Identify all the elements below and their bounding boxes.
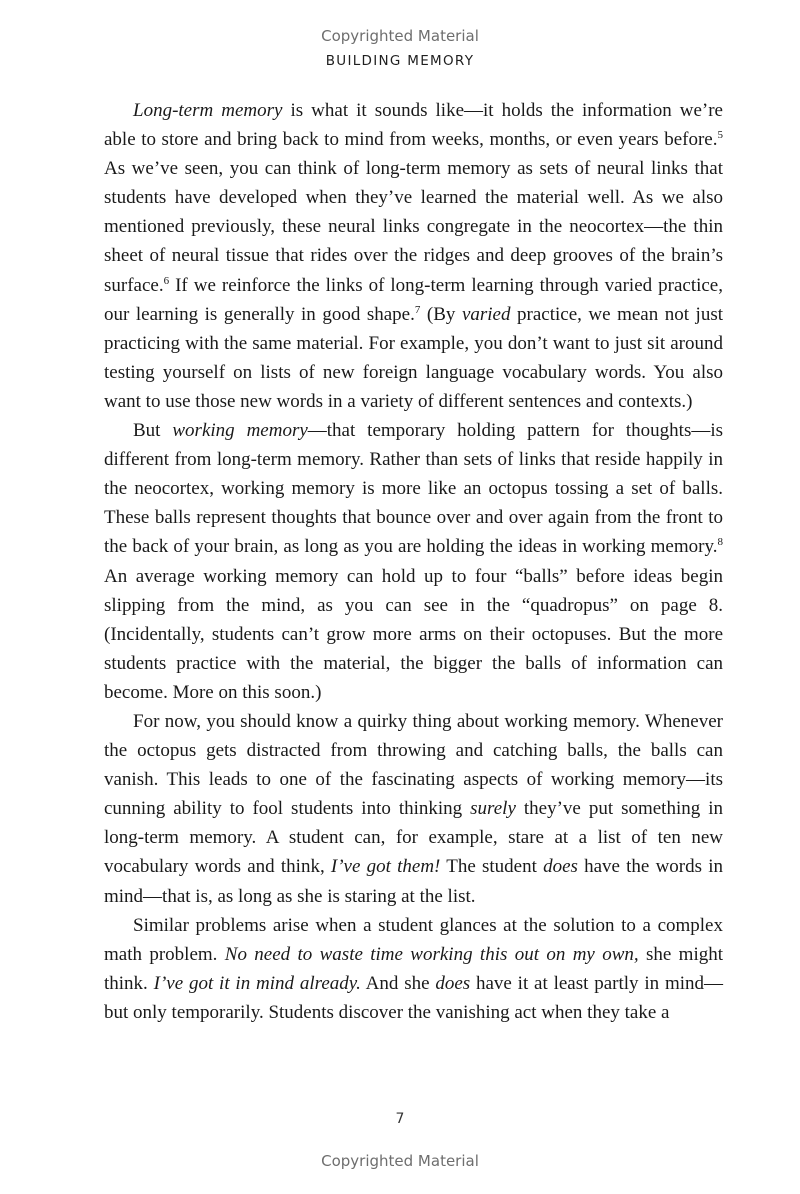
paragraph-1: [104, 96, 723, 416]
footnote-ref[interactable]: 6: [163, 274, 170, 287]
emphasis: surely: [470, 798, 516, 820]
paragraph-2: [104, 416, 723, 707]
text-span: But: [133, 420, 173, 442]
running-head: BUILDING MEMORY: [325, 53, 475, 69]
footnote-ref[interactable]: 7: [414, 303, 421, 316]
text-span: And she: [360, 972, 436, 994]
footnote-ref[interactable]: 8: [717, 536, 723, 549]
text-span: have it at least partly in mind—but only temporarily. Students discover the vanishing act when they take a: [104, 972, 724, 1023]
emphasis: does: [543, 856, 578, 878]
text-span: is what it sounds like—it holds the information we’re able to store and bring back to mind from weeks, months, or even years before.: [104, 100, 723, 151]
emphasis: Long-term memory: [133, 100, 283, 121]
body-text: [104, 96, 723, 1027]
text-span: For now, you should know a quirky thing about working memory. Whenever the octopus gets distracted from throwing and catching balls, the balls can vanish. This leads to one of the fascinating aspects of working memory—its cunning ability to fool students into thinking: [104, 710, 723, 820]
emphasis: I’ve got them!: [330, 856, 441, 878]
emphasis: varied: [461, 303, 511, 325]
text-span: (By: [420, 303, 462, 325]
text-span: she might think.: [104, 943, 723, 994]
emphasis: I’ve got it in mind already.: [153, 972, 361, 994]
emphasis: does: [435, 972, 471, 994]
text-span: have the words in mind—that is, as long as she is staring at the list.: [104, 856, 723, 907]
emphasis: No need to waste time working this out on my own,: [224, 943, 639, 965]
page-number: 7: [395, 1111, 405, 1127]
paragraph-3: [104, 707, 723, 911]
emphasis: working memory: [172, 420, 308, 442]
copyright-watermark-bottom: Copyrighted Material: [321, 1152, 479, 1170]
paragraph-4: [104, 911, 723, 1027]
text-span: The student: [440, 856, 544, 878]
text-span: —that temporary holding pattern for thoughts—is different from long-term memory. Rather than sets of links that reside happily in the neocortex, working memory is more like an octopus tossing a set of balls. These balls represent thoughts that bounce over and over again from the front to the back of your brain, as long as you are holding the ideas in working memory.: [104, 420, 724, 558]
text-span: As we’ve seen, you can think of long-term memory as sets of neural links that students have developed when they’ve learned the material well. As we also mentioned previously, these neural links congregate in the neocortex—the thin sheet of neural tissue that rides over the ridges and deep grooves of the brain’s surface.: [104, 158, 723, 296]
text-span: they’ve put something in long-term memory. A student can, for example, stare at a list of ten new vocabulary words and think,: [104, 798, 723, 878]
footnote-ref[interactable]: 5: [717, 129, 723, 142]
text-span: An average working memory can hold up to four “balls” before ideas begin slipping from the mind, as you can see in the “quadropus” on page 8. (Incidentally, students can’t grow more arms on their octopuses. But the more students practice with the material, the bigger the balls of information can become. More on this soon.): [104, 565, 723, 703]
text-span: practice, we mean not just practicing with the same material. For example, you don’t want to just sit around testing yourself on lists of new foreign language vocabulary words. You also want to use those new words in a variety of different sentences and contexts.): [104, 303, 724, 412]
text-span: Similar problems arise when a student glances at the solution to a complex math problem.: [104, 914, 723, 965]
text-span: If we reinforce the links of long-term learning through varied practice, our learning is generally in good shape.: [104, 274, 723, 325]
copyright-watermark-top: Copyrighted Material: [321, 27, 479, 45]
